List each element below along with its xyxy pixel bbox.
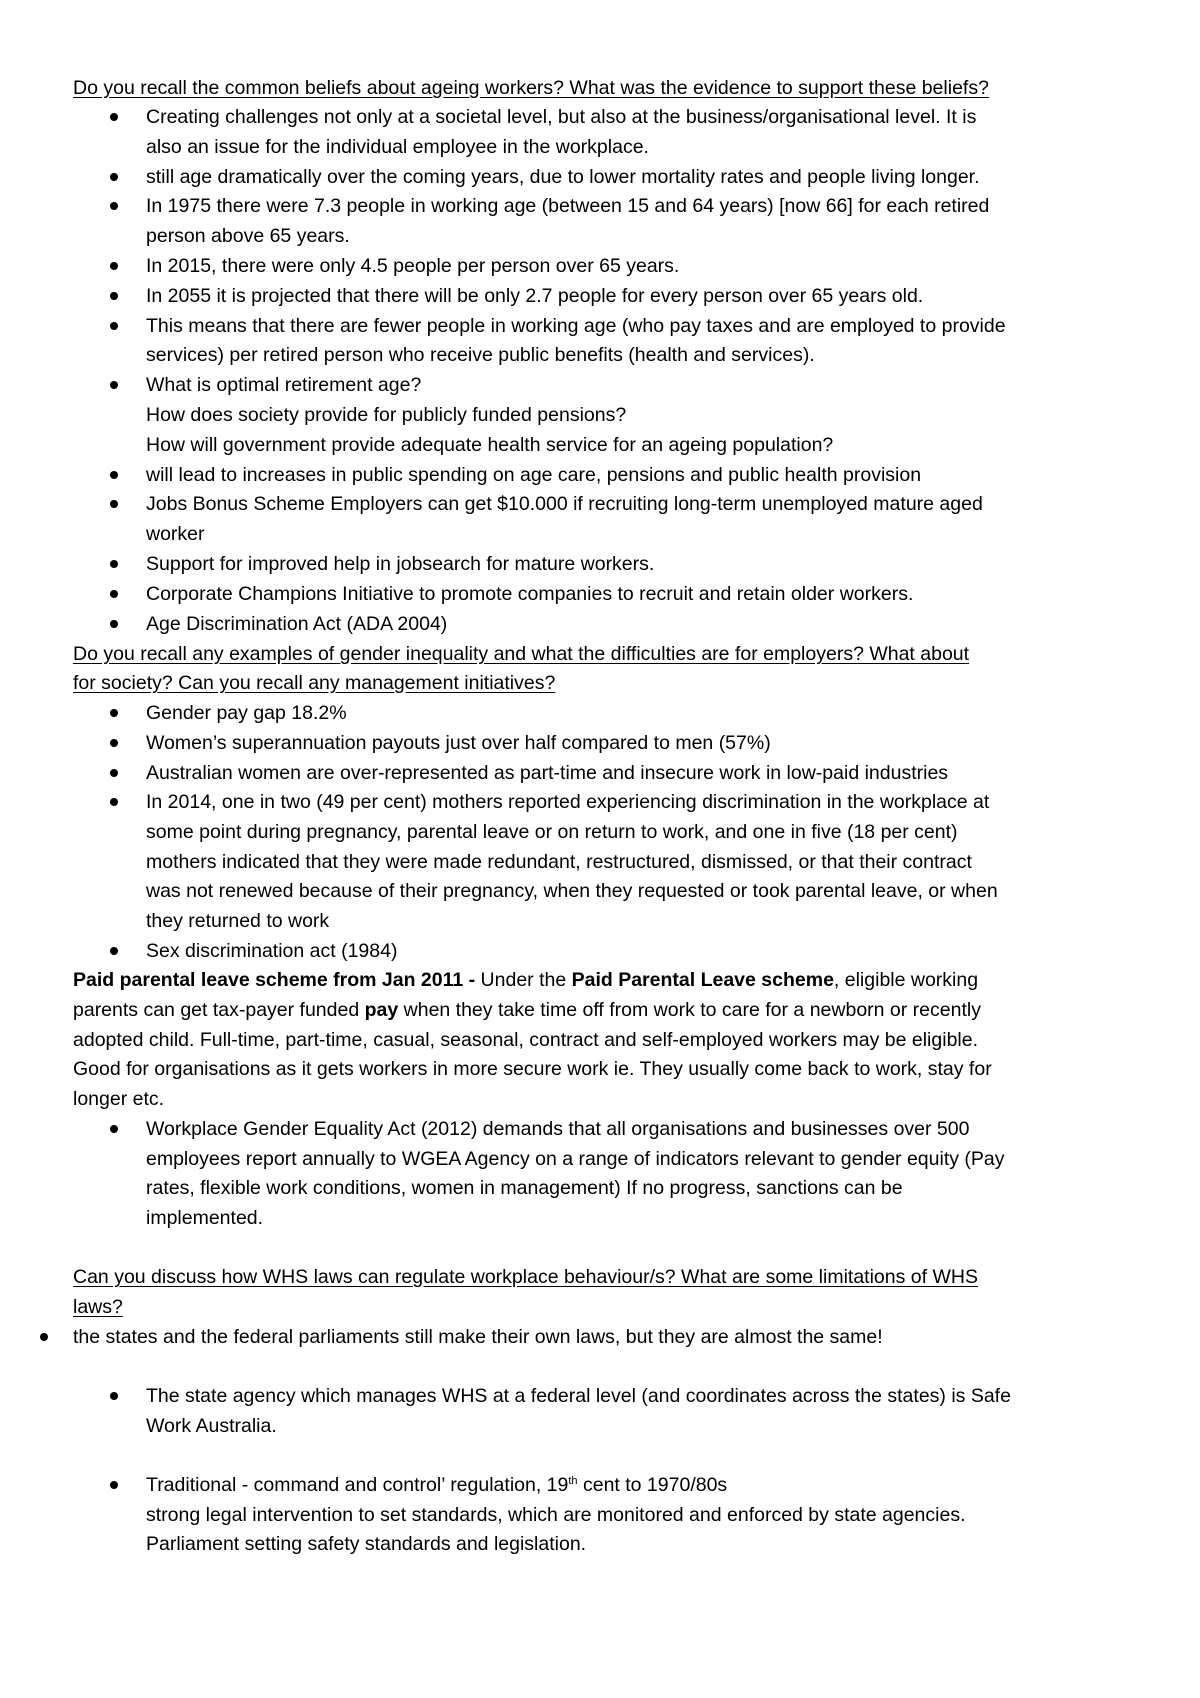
section-heading-ageing: Do you recall the common beliefs about ageing workers? What was the evidence to support these beliefs? <box>73 77 989 99</box>
bullet-icon <box>110 202 118 210</box>
bullet-icon <box>110 262 118 270</box>
paragraph-line: longer etc. <box>73 1088 165 1110</box>
list-item-continued: some point during pregnancy, parental leave or on return to work, and one in five (18 per cent) <box>146 821 958 843</box>
paragraph-text: , eligible working <box>833 969 979 991</box>
bullet-icon <box>110 769 118 777</box>
list-item: What is optimal retirement age? <box>146 374 422 396</box>
list-item: Creating challenges not only at a societal level, but also at the business/organisational level. It is <box>146 106 977 128</box>
superscript: th <box>568 1475 578 1487</box>
paragraph-text: parents can get tax-payer funded <box>73 999 365 1021</box>
section-heading-gender-continued: for society? Can you recall any management initiatives? <box>73 672 556 694</box>
paragraph-line: adopted child. Full-time, part-time, casual, seasonal, contract and self-employed workers may be eligible. <box>73 1029 979 1051</box>
bold-text: Paid parental leave scheme from Jan 2011 - <box>73 969 476 991</box>
list-item: This means that there are fewer people in working age (who pay taxes and are employed to provide <box>146 315 1006 337</box>
bold-text: pay <box>364 999 399 1021</box>
list-item-continued: services) per retired person who receive public benefits (health and services). <box>146 344 815 366</box>
list-item-continued: they returned to work <box>146 910 330 932</box>
paragraph-line: Good for organisations as it gets workers in more secure work ie. They usually come back to work, stay for <box>73 1058 992 1080</box>
list-item: Support for improved help in jobsearch for mature workers. <box>146 553 655 575</box>
list-item <box>146 1471 727 1501</box>
list-item-text: Traditional - command and control’ regulation, 19 <box>146 1474 569 1496</box>
list-item: In 1975 there were 7.3 people in working age (between 15 and 64 years) [now 66] for each retired <box>146 195 990 217</box>
bullet-icon <box>110 500 118 508</box>
list-item-text: cent to 1970/80s <box>577 1474 728 1496</box>
list-item-continued: person above 65 years. <box>146 225 350 247</box>
paragraph-line <box>73 996 981 1026</box>
list-item-continued: worker <box>146 523 205 545</box>
paragraph-line <box>73 966 978 996</box>
bullet-icon <box>110 113 118 121</box>
list-item-continued: mothers indicated that they were made redundant, restructured, dismissed, or that their contract <box>146 851 972 873</box>
bold-text: Paid Parental Leave scheme <box>571 969 834 991</box>
list-item: Age Discrimination Act (ADA 2004) <box>146 613 448 635</box>
list-item-continued: implemented. <box>146 1207 264 1229</box>
list-item: In 2055 it is projected that there will be only 2.7 people for every person over 65 years old. <box>146 285 924 307</box>
list-item: Gender pay gap 18.2% <box>146 702 347 724</box>
list-item-continued: also an issue for the individual employee in the workplace. <box>146 136 649 158</box>
list-item: Workplace Gender Equality Act (2012) demands that all organisations and businesses over 500 <box>146 1118 970 1140</box>
list-item: Jobs Bonus Scheme Employers can get $10.000 if recruiting long-term unemployed mature aged <box>146 493 983 515</box>
bullet-icon <box>110 1125 118 1133</box>
bullet-icon <box>110 1481 118 1489</box>
list-item: Corporate Champions Initiative to promote companies to recruit and retain older workers. <box>146 583 914 605</box>
bullet-icon <box>110 709 118 717</box>
bullet-icon <box>110 322 118 330</box>
bullet-icon <box>110 292 118 300</box>
list-item: still age dramatically over the coming years, due to lower mortality rates and people living longer. <box>146 166 980 188</box>
list-item-continued: employees report annually to WGEA Agency on a range of indicators relevant to gender equity (Pay <box>146 1148 1005 1170</box>
bullet-icon <box>110 471 118 479</box>
list-item: the states and the federal parliaments still make their own laws, but they are almost the same! <box>73 1326 883 1348</box>
section-heading-gender: Do you recall any examples of gender inequality and what the difficulties are for employers? What about <box>73 643 970 665</box>
bullet-icon <box>110 560 118 568</box>
list-item: Australian women are over-represented as part-time and insecure work in low-paid industries <box>146 762 949 784</box>
list-item-continued: rates, flexible work conditions, women in management) If no progress, sanctions can be <box>146 1177 903 1199</box>
list-item: In 2015, there were only 4.5 people per person over 65 years. <box>146 255 680 277</box>
list-item-continued: Parliament setting safety standards and legislation. <box>146 1533 587 1555</box>
bullet-icon <box>40 1333 48 1341</box>
bullet-icon <box>110 590 118 598</box>
section-heading-whs: Can you discuss how WHS laws can regulate workplace behaviour/s? What are some limitations of WHS <box>73 1266 978 1288</box>
paragraph-text: Under the <box>475 969 572 991</box>
bullet-icon <box>110 173 118 181</box>
list-item-continued: strong legal intervention to set standards, which are monitored and enforced by state agencies. <box>146 1504 966 1526</box>
list-item: will lead to increases in public spending on age care, pensions and public health provision <box>146 464 922 486</box>
bullet-icon <box>110 620 118 628</box>
list-item-continued: was not renewed because of their pregnancy, when they requested or took parental leave, or when <box>146 880 998 902</box>
list-item-continued: Work Australia. <box>146 1415 277 1437</box>
bullet-icon <box>110 947 118 955</box>
list-item-continued: How will government provide adequate health service for an ageing population? <box>146 434 834 456</box>
list-item: The state agency which manages WHS at a federal level (and coordinates across the states) is Safe <box>146 1385 1011 1407</box>
bullet-icon <box>110 381 118 389</box>
list-item-continued: How does society provide for publicly funded pensions? <box>146 404 627 426</box>
list-item: Sex discrimination act (1984) <box>146 940 398 962</box>
list-item: In 2014, one in two (49 per cent) mothers reported experiencing discrimination in the workplace at <box>146 791 990 813</box>
bullet-icon <box>110 1392 118 1400</box>
list-item: Women’s superannuation payouts just over half compared to men (57%) <box>146 732 771 754</box>
bullet-icon <box>110 798 118 806</box>
paragraph-text: when they take time off from work to care for a newborn or recently <box>398 999 981 1021</box>
section-heading-whs-continued: laws? <box>73 1296 123 1318</box>
bullet-icon <box>110 739 118 747</box>
